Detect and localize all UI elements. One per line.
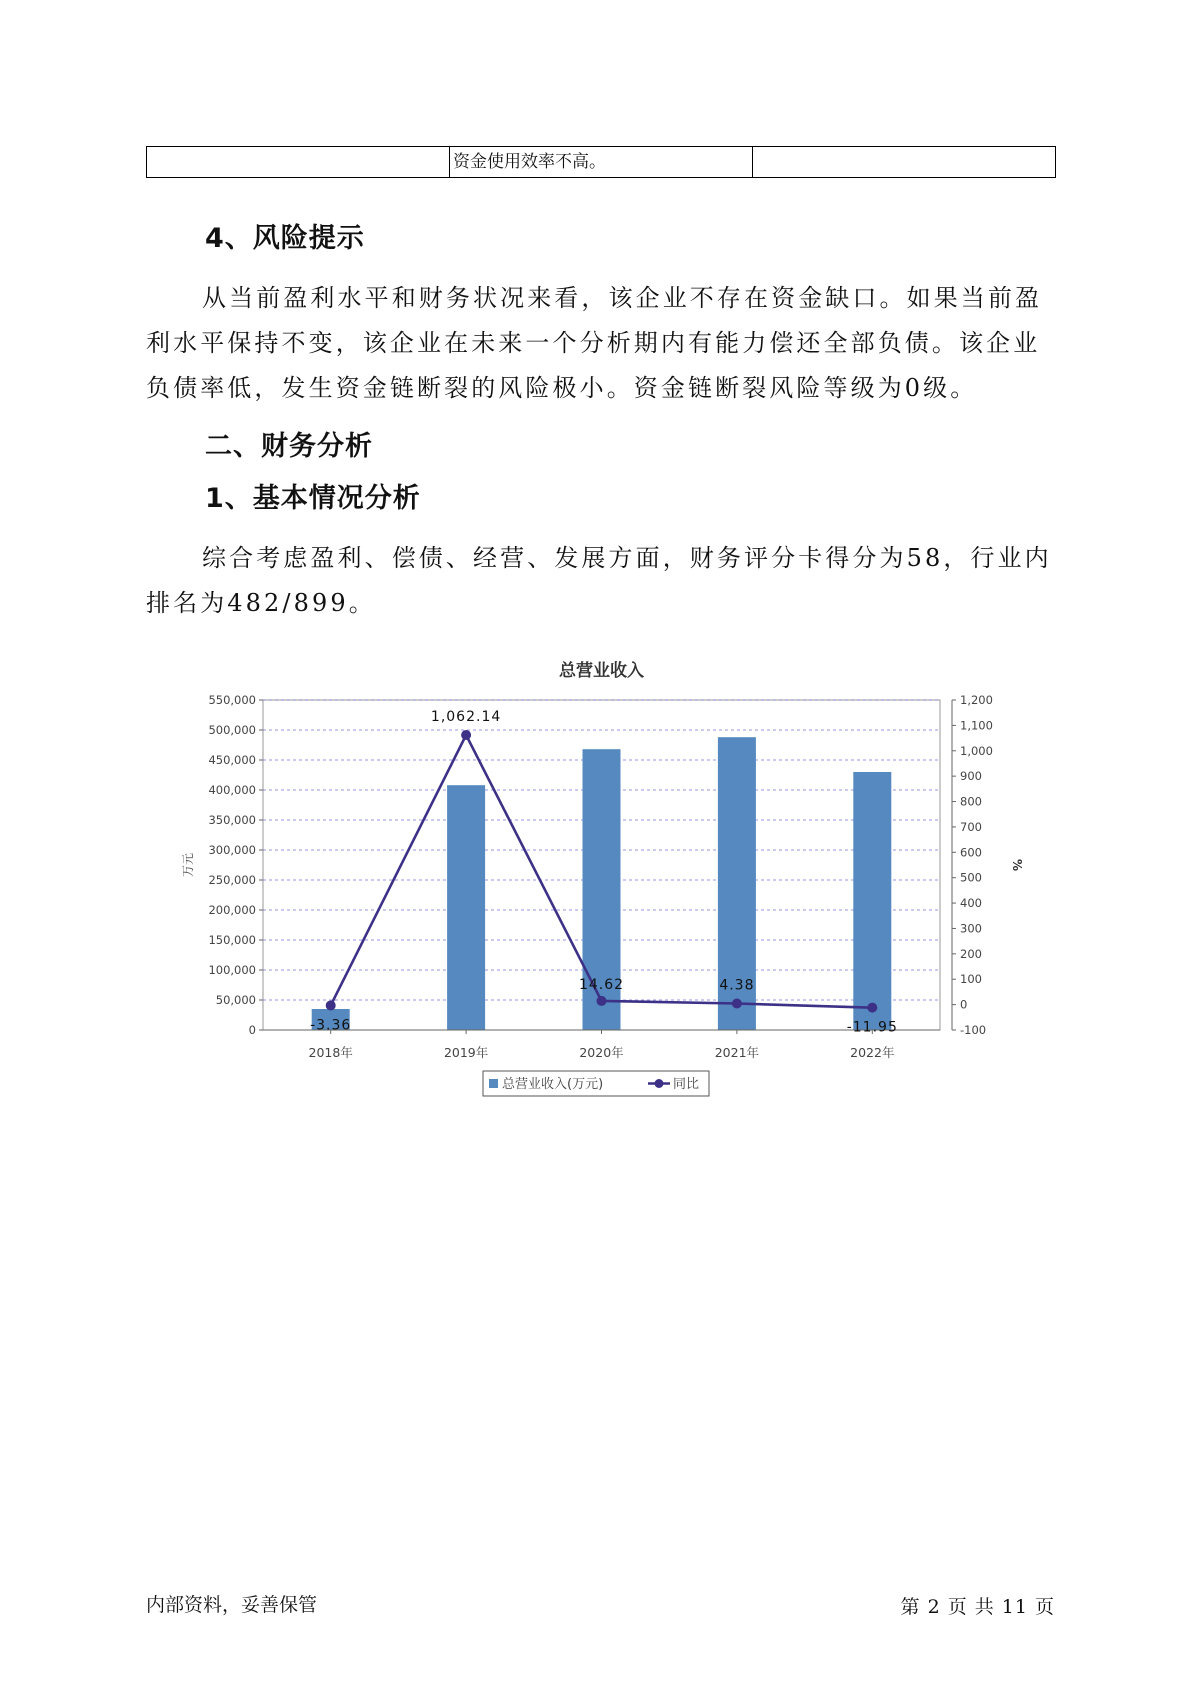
table-fragment	[146, 146, 1056, 178]
x-tick-label: 2020年	[579, 1045, 624, 1060]
table-cell	[753, 147, 1055, 177]
right-tick-label: 500	[960, 870, 982, 885]
left-tick-label: 350,000	[208, 813, 256, 827]
table-cell: 资金使用效率不高。	[450, 147, 753, 177]
yoy-point	[597, 996, 607, 1006]
yoy-data-label: 14.62	[578, 976, 625, 993]
basic-paragraph: 综合考虑盈利、偿债、经营、发展方面，财务评分卡得分为58，行业内排名为482/899。	[146, 544, 1052, 617]
legend-bar-label: 总营业收入(万元)	[502, 1077, 604, 1092]
right-tick-label: 600	[960, 845, 982, 860]
left-tick-label: 150,000	[208, 933, 256, 947]
risk-paragraph: 从当前盈利水平和财务状况来看，该企业不存在资金缺口。如果当前盈利水平保持不变，该企业在未来一个分析期内有能力偿还全部负债。该企业负债率低，发生资金链断裂的风险极小。资金链断裂风险等级为0级。	[146, 284, 1043, 402]
finance-heading: 二、财务分析	[205, 431, 373, 462]
legend-bar-swatch	[489, 1079, 498, 1088]
right-tick-label: 700	[960, 819, 982, 834]
revenue-bar	[853, 772, 891, 1030]
table-cell	[147, 147, 450, 177]
yoy-point	[326, 1000, 336, 1010]
left-tick-label: 250,000	[208, 873, 256, 887]
left-tick-label: 500,000	[208, 723, 256, 737]
left-tick-label: 100,000	[208, 963, 256, 977]
right-tick-label: 1,200	[960, 693, 993, 707]
right-axis-title: %	[1010, 858, 1024, 872]
x-tick-label: 2018年	[308, 1045, 353, 1060]
legend-line-marker	[655, 1079, 664, 1088]
yoy-point	[867, 1003, 877, 1013]
left-tick-label: 0	[248, 1023, 256, 1037]
chart-title: 总营业收入	[559, 661, 644, 681]
right-tick-label: 900	[960, 769, 982, 784]
revenue-bar	[447, 785, 485, 1030]
left-tick-label: 400,000	[208, 783, 256, 797]
right-tick-label: 1,100	[960, 718, 993, 733]
legend-line-label: 同比	[673, 1077, 700, 1092]
yoy-data-label: -3.36	[310, 1017, 352, 1034]
yoy-point	[461, 730, 471, 740]
right-tick-label: -100	[960, 1023, 987, 1037]
x-tick-label: 2021年	[714, 1045, 760, 1060]
right-tick-label: 800	[960, 794, 982, 809]
right-tick-label: 400	[960, 896, 982, 911]
revenue-chart-svg	[170, 650, 1030, 1110]
right-tick-label: 1,000	[960, 743, 993, 758]
right-tick-label: 0	[960, 997, 968, 1012]
yoy-point	[732, 999, 742, 1009]
x-tick-label: 2019年	[443, 1045, 489, 1060]
left-tick-label: 550,000	[208, 693, 256, 707]
left-tick-label: 450,000	[208, 753, 256, 767]
x-tick-label: 2022年	[850, 1045, 895, 1060]
yoy-data-label: -11.95	[846, 1019, 898, 1036]
right-tick-label: 300	[960, 921, 982, 936]
left-tick-label: 300,000	[208, 843, 256, 857]
footer-confidential: 内部资料，妥善保管	[146, 1594, 318, 1616]
footer-page-number: 第 2 页 共 11 页	[900, 1596, 1055, 1618]
basic-heading: 1、基本情况分析	[205, 483, 421, 514]
yoy-data-label: 1,062.14	[430, 708, 502, 725]
right-tick-label: 100	[960, 972, 982, 987]
left-tick-label: 200,000	[208, 903, 256, 917]
left-axis-title: 万元	[181, 852, 195, 878]
revenue-chart	[170, 650, 1030, 1110]
left-tick-label: 50,000	[215, 993, 256, 1007]
risk-heading: 4、风险提示	[205, 223, 365, 254]
yoy-data-label: 4.38	[719, 977, 755, 994]
right-tick-label: 200	[960, 946, 982, 961]
